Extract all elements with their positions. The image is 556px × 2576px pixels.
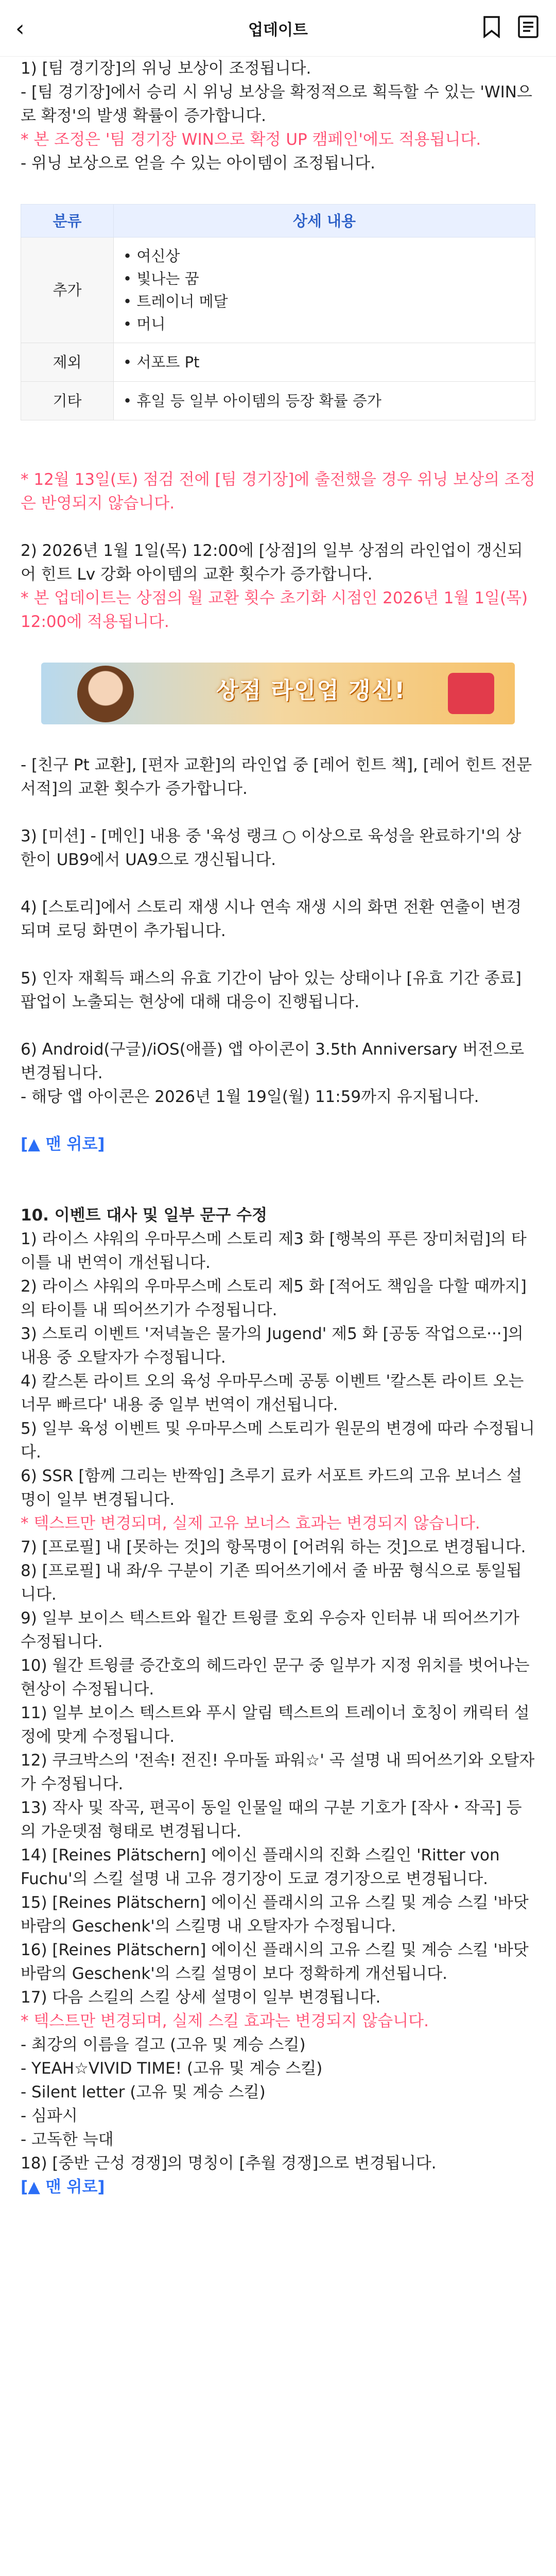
section10-line: 8) [프로필] 내 좌/우 구분이 기존 띄어쓰기에서 줄 바꿈 형식으로 통일됩니다.	[21, 1562, 522, 1604]
section10-line: 6) SSR [함께 그리는 반짝임] 츠루기 료카 서포트 카드의 고유 보너스 설명이 일부 변경됩니다.	[21, 1467, 522, 1509]
reward-table	[21, 204, 535, 420]
section-b-line: - 해당 앱 아이콘은 2026년 1월 19일(월) 11:59까지 유지됩니다.	[21, 1088, 479, 1106]
section10-line: 17) 다음 스킬의 스킬 상세 설명이 일부 변경됩니다.	[21, 1988, 381, 2007]
table-row	[21, 343, 535, 382]
table-list-item: • 빛나는 꿈	[123, 267, 526, 290]
section-b-line	[21, 1014, 535, 1038]
shop-banner-image	[41, 663, 515, 724]
section-a-line: 2) 2026년 1월 1일(목) 12:00에 [상점]의 일부 상점의 라인업이 갱신되어 힌트 Lv 강화 아이템의 교환 횟수가 증가합니다.	[21, 541, 523, 584]
section10-line: - Silent letter (고유 및 계승 스킬)	[21, 2083, 266, 2102]
section10-line: 11) 일부 보이스 텍스트와 푸시 알림 텍스트의 트레이너 호칭이 캐릭터 설정에 맞게 수정됩니다.	[21, 1704, 530, 1746]
section10-line: - YEAH☆VIVID TIME! (고유 및 계승 스킬)	[21, 2059, 323, 2078]
menu-icon[interactable]	[517, 14, 540, 39]
table-list-item: • 서포트 Pt	[123, 351, 526, 374]
top-bar	[0, 0, 556, 57]
table-cell-category: 기타	[21, 382, 114, 420]
table-list-item: • 여신상	[123, 245, 526, 267]
section10-line: * 텍스트만 변경되며, 실제 스킬 효과는 변경되지 않습니다.	[21, 2012, 429, 2030]
section-10	[21, 1227, 535, 2175]
intro-line: 1) [팀 경기장]의 위닝 보상이 조정됩니다.	[21, 59, 311, 78]
section10-line: 18) [중반 근성 경쟁]의 명칭이 [추월 경쟁]으로 변경됩니다.	[21, 2154, 437, 2173]
section10-line: - 고독한 늑대	[21, 2130, 114, 2149]
section-b-line: 6) Android(구글)/iOS(애플) 앱 아이콘이 3.5th Anniversary 버전으로 변경됩니다.	[21, 1040, 525, 1082]
table-cell-detail	[114, 238, 535, 343]
intro-line: * 본 조정은 '팀 경기장 WIN으로 확정 UP 캠페인'에도 적용됩니다.	[21, 130, 481, 149]
section10-line: 5) 일부 육성 이벤트 및 우마무스메 스토리가 원문의 변경에 따라 수정됩니다.	[21, 1419, 535, 1462]
section10-line: 7) [프로필] 내 [못하는 것]의 항목명이 [어려워 하는 것]으로 변경됩니다.	[21, 1538, 526, 1556]
section-a-line: * 본 업데이트는 상점의 월 교환 횟수 초기화 시점인 2026년 1월 1일(목) 12:00에 적용됩니다.	[21, 589, 528, 631]
bookmark-icon[interactable]	[483, 15, 500, 38]
section10-line: - 심파시	[21, 2107, 78, 2125]
back-to-top-link-2[interactable]: [▲ 맨 위로]	[21, 2178, 105, 2196]
section-b-line	[21, 943, 535, 967]
table-list-item: • 머니	[123, 313, 526, 335]
section10-line: 9) 일부 보이스 텍스트와 월간 트윙클 호외 우승자 인터뷰 내 띄어쓰기가 수정됩니다.	[21, 1609, 519, 1651]
table-cell-category: 추가	[21, 238, 114, 343]
section-b-line: - [친구 Pt 교환], [편자 교환]의 라인업 중 [레어 힌트 책], [레어 힌트 전문서적]의 교환 횟수가 증가합니다.	[21, 756, 532, 798]
section-b-line: 4) [스토리]에서 스토리 재생 시나 연속 재생 시의 화면 전환 연출이 변경되며 로딩 화면이 추가됩니다.	[21, 898, 522, 940]
article-body	[21, 57, 535, 2199]
section-a-line	[21, 515, 535, 539]
section-a-line: * 12월 13일(토) 점검 전에 [팀 경기장]에 출전했을 경우 위닝 보상의 조정은 반영되지 않습니다.	[21, 470, 535, 513]
section10-line: 1) 라이스 샤워의 우마무스메 스토리 제3 화 [행복의 푸른 장미처럼]의 타이틀 내 번역이 개선됩니다.	[21, 1230, 527, 1272]
section-b-line	[21, 801, 535, 824]
section10-line: * 텍스트만 변경되며, 실제 고유 보너스 효과는 변경되지 않습니다.	[21, 1514, 480, 1533]
back-arrow-icon[interactable]: ‹	[15, 15, 25, 42]
section10-title: 10. 이벤트 대사 및 일부 문구 수정	[21, 1206, 268, 1225]
section-b-line	[21, 872, 535, 895]
intro-line: - [팀 경기장]에서 승리 시 위닝 보상을 확정적으로 획득할 수 있는 'WIN으로 확정'의 발생 확률이 증가합니다.	[21, 83, 532, 125]
character-illustration	[77, 666, 134, 722]
section10-line: - 최강의 이름을 걸고 (고유 및 계승 스킬)	[21, 2036, 306, 2054]
table-cell-category: 제외	[21, 343, 114, 382]
section10-line: 3) 스토리 이벤트 '저녁놀은 물가의 Jugend' 제5 화 [공동 작업으로···]의 내용 중 오탈자가 수정됩니다.	[21, 1325, 524, 1367]
section10-line: 12) 쿠크박스의 '전속! 전진! 우마돌 파워☆' 곡 설명 내 띄어쓰기와 오탈자가 수정됩니다.	[21, 1751, 535, 1793]
table-cell-detail	[114, 343, 535, 382]
section-a	[21, 468, 535, 634]
intro-line: - 위닝 보상으로 얻을 수 있는 아이템이 조정됩니다.	[21, 154, 375, 173]
section10-line: 16) [Reines Plätschern] 에이신 플래시의 고유 스킬 및 계승 스킬 '바닷바람의 Geschenk'의 스킬 설명이 보다 정확하게 개선됩니다.	[21, 1941, 529, 1983]
table-cell-detail	[114, 382, 535, 420]
table-row	[21, 382, 535, 420]
section-b-line: 3) [미션] - [메인] 내용 중 '육성 랭크 ○ 이상으로 육성을 완료하기'의 상한이 UB9에서 UA9으로 갱신됩니다.	[21, 827, 522, 869]
gift-box-illustration	[448, 673, 494, 714]
banner-text: 상점 라인업 갱신!	[216, 677, 406, 704]
section10-line: 14) [Reines Plätschern] 에이신 플래시의 진화 스킬인 'Ritter von Fuchu'의 스킬 설명 내 고유 경기장이 도쿄 경기장으로 변경됩니다.	[21, 1846, 500, 1888]
section-b-line: 5) 인자 재획득 패스의 유효 기간이 남아 있는 상태이나 [유효 기간 종료] 팝업이 노출되는 현상에 대해 대응이 진행됩니다.	[21, 969, 522, 1011]
section10-line: 4) 칼스톤 라이트 오의 육성 우마무스메 공통 이벤트 '칼스톤 라이트 오는 너무 빠르다' 내용 중 일부 번역이 개선됩니다.	[21, 1372, 524, 1414]
table-header-detail: 상세 내용	[114, 205, 535, 238]
page-title: 업데이트	[248, 21, 308, 39]
table-list-item: • 트레이너 메달	[123, 290, 526, 313]
table-list-item: • 휴일 등 일부 아이템의 등장 확률 증가	[123, 389, 526, 412]
section10-line: 2) 라이스 샤워의 우마무스메 스토리 제5 화 [적어도 책임을 다할 때까지]의 타이틀 내 띄어쓰기가 수정됩니다.	[21, 1277, 527, 1319]
table-row	[21, 238, 535, 343]
section10-line: 15) [Reines Plätschern] 에이신 플래시의 고유 스킬 및 계승 스킬 '바닷바람의 Geschenk'의 스킬명 내 오탈자가 수정됩니다.	[21, 1893, 529, 1936]
table-header-category: 분류	[21, 205, 114, 238]
section-b	[21, 753, 535, 1109]
back-to-top-link[interactable]: [▲ 맨 위로]	[21, 1135, 105, 1154]
intro-section	[21, 57, 535, 175]
section10-line: 13) 작사 및 작곡, 편곡이 동일 인물일 때의 구분 기호가 [작사・작곡] 등의 가운뎃점 형태로 변경됩니다.	[21, 1799, 522, 1841]
section10-line: 10) 월간 트윙클 증간호의 헤드라인 문구 중 일부가 지정 위치를 벗어나는 현상이 수정됩니다.	[21, 1656, 530, 1699]
